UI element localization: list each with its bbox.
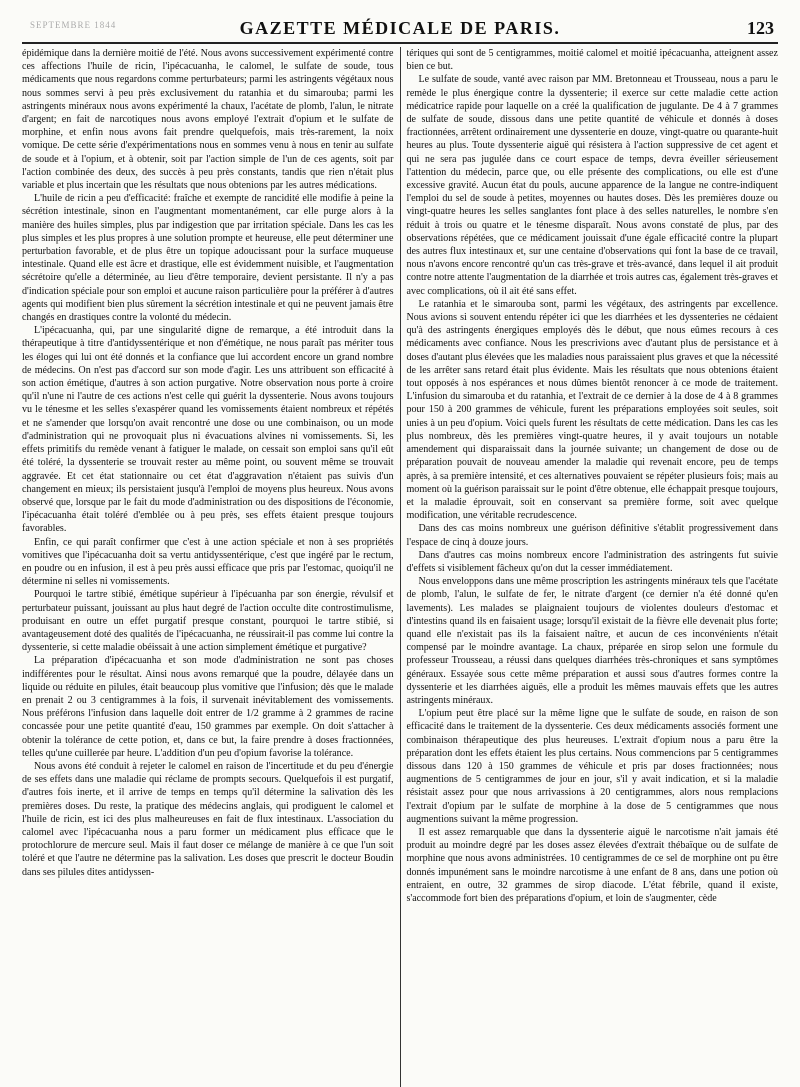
running-head-left: SEPTEMBRE 1844 (30, 20, 117, 30)
paragraph: Il est assez remarquable que dans la dyssenterie aiguë le narcotisme n'ait jamais été produit au moindre degré par les doses assez élevées d'extrait thébaïque ou de sulfate de morphine que nous avons administrées. 10 centigrammes de ce sel de morphine ont pu être donnés impunément sans le moindre narcotisme à une enfant de 8 ans, dans une potion où entraient, en outre, 32 grammes de sirop diacode. L'état fébrile, quand il existe, s'accommode fort bien des préparations d'opium, et loin de s'augmenter, cède (406, 826, 778, 904)
page-header (22, 8, 778, 44)
two-column-body (22, 47, 778, 1087)
paragraph: L'opium peut être placé sur la même ligne que le sulfate de soude, en raison de son efficacité dans le traitement de la dyssenterie. Ces deux médicaments associés forment une combinaison thérapeutique des plus heureuses. L'extrait d'opium nous a paru être la préparation dont les effets étaient les plus certains. Nous commencions par 5 centigrammes dissous dans 120 à 150 grammes de véhicule et pris par doses fractionnées; nous augmentions de 5 centigrammes de jour en jour, s'il y avait indication, et si la maladie résistait assez pour que nous arrivassions à 20 centigrammes, alors nous remplacions l'extrait d'opium par le sulfate de morphine à la dose de 5 centigrammes que nous augmentions suivant la même progression. (406, 708, 778, 825)
paragraph: Nous avons été conduit à rejeter le calomel en raison de l'incertitude et du peu d'énergie de ses effets dans une maladie qui réclame de prompts secours. Quelquefois il est purgatif, d'autres fois inerte, et il arrive de temps en temps qu'il détermine la salivation dès les premières doses. Du reste, la pratique des médecins anglais, qui prodiguent le calomel et l'huile de ricin, est ici des plus malheureuses en fait de flux intestinaux. L'association du calomel avec l'ipécacuanha nous a paru former un médicament plus efficace que le protochlorure de mercure seul. Mais il faut doser ce mélange de manière à ce que l'un soit toléré et que l'autre ne détermine pas la salivation. Les doses que prescrit le docteur Boudin dans ses pilules dites antidyssen- (22, 760, 394, 878)
paragraph: Dans des cas moins nombreux une guérison définitive s'établit progressivement dans l'espace de cinq à douze jours. (406, 523, 778, 548)
page-number: 123 (747, 18, 774, 38)
paragraph: Dans d'autres cas moins nombreux encore l'administration des astringents fut suivie d'effets si visiblement fâcheux qu'on dut la cesser immédiatement. (406, 549, 778, 574)
paragraph: Le ratanhia et le simarouba sont, parmi les végétaux, des astringents par excellence. Nous avions si souvent entendu répéter ici que les diarrhées et les dyssenteries ne cédaient qu'à des astringents énergiques employés dès le début, que nous eûmes recours à ces médicaments avec confiance. Nous les prescrivions avec d'autant plus de persistance et à doses d'autant plus élevées que les maladies nous paraissaient plus graves et que la nécessité de les arrêter sans retard était plus évidente. Mais les résultats que nous obtenions étaient tout opposés à nos espérances et nous dûmes bientôt renoncer à ce mode de traitement. L'infusion du simarouba et du ratanhia, et l'extrait de ce dernier à la dose de 4 à 8 grammes pour 150 à 200 grammes de véhicule, furent les préparations employées soit seules, soit unies à un peu d'opium. Voici quels furent les résultats de cette médication. Dans les cas les plus nombreux, dès les premières vingt-quatre heures, il y avait toujours un notable amendement qui disparaissait dans la journée suivante; un changement de dose ou de préparation pouvait de nouveau amender la maladie qui revenait encore, peu de temps après, à sa première intensité, et ces alternatives pouvaient se répéter plusieurs fois; mais au moment où la guérison paraissait sur le point d'être obtenue, elle échappait presque toujours, et la maladie éprouvait, soit en conservant sa première forme, soit avec quelque modification, une véritable recrudescence. (406, 298, 778, 522)
left-column (22, 47, 400, 1087)
journal-title: GAZETTE MÉDICALE DE PARIS. (239, 18, 561, 38)
paragraph: épidémique dans la dernière moitié de l'été. Nous avons successivement expérimenté contre ces affections l'huile de ricin, l'ipécacuanha, le calomel, le sulfate de soude, tous médicaments que nous regardons comme perturbateurs; parmi les astringents végétaux nous nous sommes servi à peu près exclusivement du ratanhia et du simarouba; parmi les astringents minéraux nous avons expérimenté la chaux, l'acétate de plomb, l'alun, le nitrate d'argent; en fait de narcotiques nous avons employé l'extrait d'opium et le sulfate de morphine, et enfin nous avons fait prendre quelquefois, mais très-rarement, la noix vomique. De cette série d'expérimentations nous en sommes venu à nous en tenir au sulfate de soude et à l'opium, et à obtenir, soit par l'action simple de l'un de ces agents, soit par l'action combinée des deux, des succès à peu près constants, tandis que rien n'était plus variable et plus incertain que les résultats que nous obtenions par les autres médications. (22, 48, 394, 192)
paragraph: Nous enveloppons dans une même proscription les astringents minéraux tels que l'acétate de plomb, l'alun, le sulfate de fer, le nitrate d'argent (ce dernier n'a été donné qu'en lavements). Les malades se plaignaient toujours de violentes douleurs d'estomac et d'intestins quand ils en faisaient usage; lorsqu'il existait de la fièvre elle devenait plus forte; quand elle n'existait pas ils la faisaient naître, et aucun de ces inconvénients n'était compensé par le moindre avantage. La chaux, préparée en sirop selon une formule du professeur Trousseau, a réussi dans quelques diarrhées très-chroniques et sans symptômes généraux. Essayée sous cette même préparation et aussi sous d'autres formes contre la dyssenterie et les diarrhées aiguës, elle a produit les mêmes mauvais effets que les autres astringents minéraux. (406, 576, 778, 706)
paragraph: Le sulfate de soude, vanté avec raison par MM. Bretonneau et Trousseau, nous a paru le remède le plus énergique contre la dyssenterie; il exerce sur cette maladie cette action médicatrice rapide pour laquelle on a créé la qualification de jugulante. De 4 à 7 grammes de sulfate de soude, dissous dans une petite quantité de véhicule et donnés à doses fractionnées, arrêtent ordinairement une dyssenterie en douze, vingt-quatre ou quarante-huit heures au plus. Toute dyssenterie aiguë qui résistera à l'action suppressive de cet agent et qui ne sera pas jugulée dans ce court espace de temps, devra éveiller sérieusement l'attention du médecin, parce que, ou elle présente des complications, ou elle est d'une excessive gravité. Aucun état du pouls, aucune apparence de la langue ne contre-indiquent l'emploi du sel de soude à petites, moyennes ou hautes doses. Dès les premières douze ou vingt-quatre heures les selles sanglantes font place à des selles naturelles, le nombre s'en réduit à trois ou quatre et le ténesme disparaît. Nous avons constaté de plus, par des observations répétées, que ce médicament jouissait d'une égale efficacité contre la plupart des autres flux intestinaux et, sur une centaine d'observations qui font la base de ce travail, nous n'avons encore rencontré qu'un cas très-grave et très-avancé, dans lequel il ait produit contre notre attente l'augmentation de la diarrhée et trois autres cas, également très-graves et avec complications, où il ait été sans effet. (406, 74, 778, 297)
paragraph: Enfin, ce qui paraît confirmer que c'est à une action spéciale et non à ses propriétés vomitives que l'ipécacuanha doit sa vertu antidyssentérique, c'est que ingéré par le rectum, en poudre ou en infusion, il est à peu près aussi efficace que pris par l'estomac, quoiqu'il ne détermine ni selles ni vomissements. (22, 536, 394, 588)
paragraph: tériques qui sont de 5 centigrammes, moitié calomel et moitié ipécacuanha, atteignent assez bien ce but. (406, 48, 778, 73)
paragraph: L'huile de ricin a peu d'efficacité: fraîche et exempte de rancidité elle modifie à peine la sécrétion intestinale, sinon en l'augmentant momentanément, car elle purge alors à la manière des huiles simples, plus par indigestion que par irritation spéciale. Dans les cas les plus simples et les plus propres à une solution prompte et heureuse, elle peut déterminer une perturbation favorable, et de plus être un topique adoucissant pour la surface muqueuse intestinale. Quand elle est âcre et drastique, elle est évidemment nuisible, et l'augmentation sécrétoire qu'elle a déterminée, au lieu d'être temporaire, devient persistante. Il n'y a pas d'indication spéciale pour son emploi et aucune raison particulière pour la préférer à d'autres agents qui modifient bien plus sûrement la sécrétion intestinale et qui ne peuvent jamais être changés en drastiques contre la volonté du médecin. (22, 193, 394, 324)
right-column (400, 47, 778, 1087)
paragraph: Pourquoi le tartre stibié, émétique supérieur à l'ipécuanha par son énergie, révulsif et perturbateur puissant, jouissant au plus haut degré de l'action occulte dite controstimulisme, produisant en outre un effet purgatif presque constant, pourquoi le tartre stibié, si avantageusement doté des qualités de l'ipécacuanha, ne réussirait-il pas comme lui contre la dyssenterie, si cette maladie obéissait à une action simplement émétique et purgative? (22, 589, 394, 654)
paragraph: La préparation d'ipécacuanha et son mode d'administration ne sont pas choses indifférentes pour le résultat. Ainsi nous avons remarqué que la poudre, délayée dans un liquide ou réduite en pilules, était beaucoup plus vomitive que l'infusion; dès que le malade en prenait 2 ou 3 centigrammes à la fois, il survenait inévitablement des vomissements. Nous préférons l'infusion dans laquelle doit entrer de 1/2 gramme à 2 grammes de racine concassée pour une petite quantité d'eau, 150 grammes par exemple. On doit s'attacher à obtenir la tolérance de cette potion, et, dans ce but, la faire prendre à doses fractionnées, telles qu'une cuillerée par heure. L'addition d'un peu d'opium favorise la tolérance. (22, 655, 394, 759)
paragraph: L'ipécacuanha, qui, par une singularité digne de remarque, a été introduit dans la thérapeutique à titre d'antidyssentérique et non d'émétique, ne nous paraît pas mériter tous les éloges qui lui ont été donnés et la confiance que lui accordent encore un grand nombre de médecins. On n'est pas d'accord sur son mode d'agir. Les uns attribuent son efficacité à son action émétique, d'autres à son action purgative. Notre observation nous porte à croire qu'il n'une ni l'autre de ces actions n'est celle qui guérit la dyssenterie. Nous avons toujours vu le ténesme et les selles s'exaspérer quand les vomissements étaient nombreux et répétés et ne s'amender que lorsqu'on avait rencontré une dose ou une combinaison, ou un mode d'administration qui ne provoquait plus ni évacuations alvines ni vomissements. Si, les effets primitifs du remède venant à fatiguer le malade, on cessait son emploi sans qu'il eût été toléré, la dyssenterie se trouvait rester au même point, ou souvent même se trouvait aggravée. Et cet état stationnaire ou cet état d'aggravation n'étaient pas suivis d'un changement en mieux; ils persistaient jusqu'à l'emploi de moyens plus heureux. Nous avons observé que, lorsque par le fait du mode d'administration ou des dispositions de l'économie, l'ipécacuanha était toléré d'emblée ou à peu près, ses effets étaient presque toujours favorables. (22, 325, 394, 535)
